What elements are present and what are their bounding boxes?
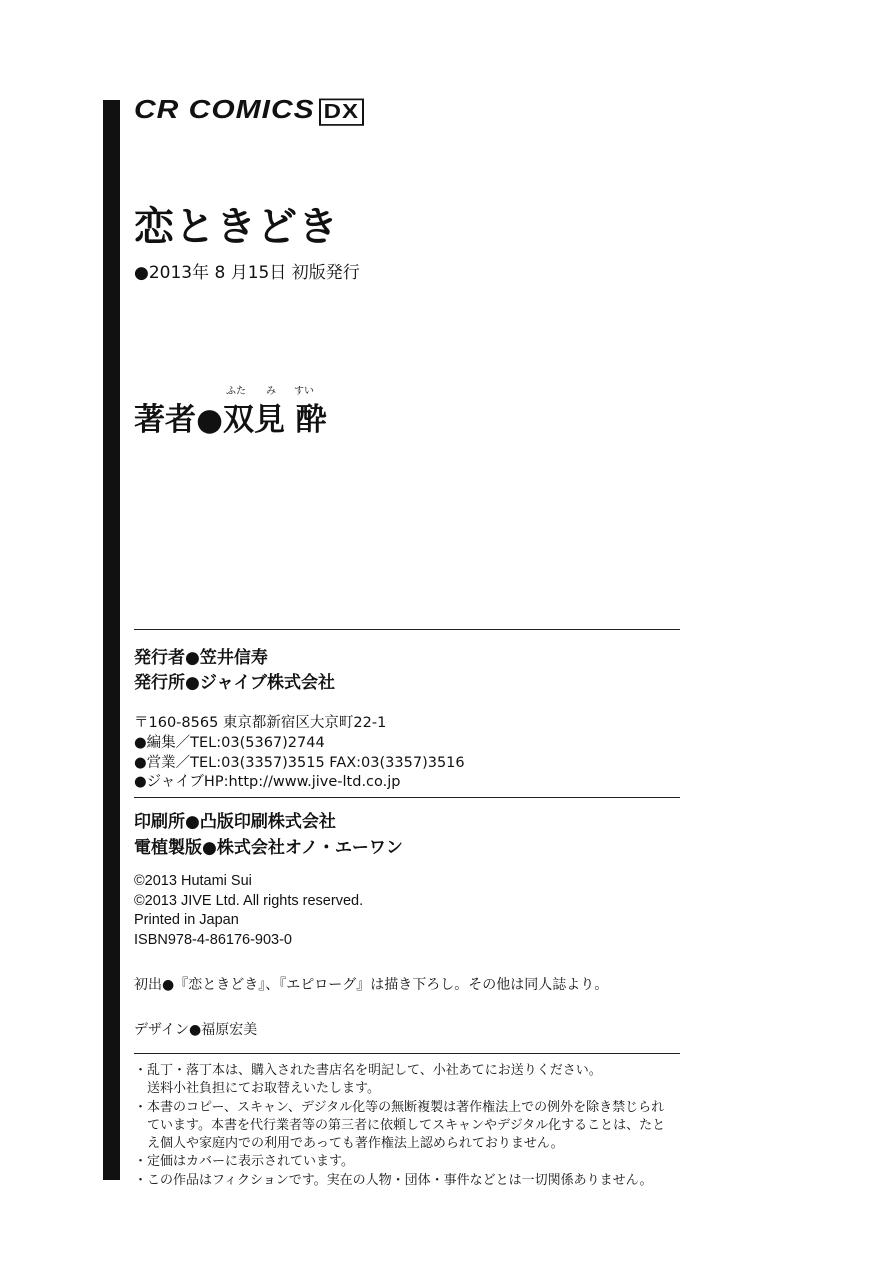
note-line: ・本書のコピー、スキャン、デジタル化等の無断複製は著作権法上での例外を除き禁じられ [134, 1100, 665, 1115]
first-appearance: 初出●『恋ときどき』、『エピローグ』は描き下ろし。その他は同人誌より。 [134, 977, 609, 993]
divider [134, 1053, 680, 1054]
note-line: ・定価はカバーに表示されています。 [134, 1154, 354, 1169]
ruby-mi: み [266, 386, 276, 397]
note-line: 送料小社負担にてお取替えいたします。 [134, 1081, 380, 1096]
design-credit: デザイン●福原宏美 [134, 1022, 258, 1038]
note-line: え個人や家庭内での利用であっても著作権法上認められておりません。 [134, 1136, 564, 1151]
editorial-contact: ●編集／TEL:03(5367)2744 [134, 735, 325, 751]
publisher-company: 発行所●ジャイブ株式会社 [134, 673, 335, 693]
margin-bar [103, 100, 120, 1180]
ruby-sui: すい [294, 386, 314, 397]
imprint-badge: DX [319, 99, 364, 126]
author-name: 著者●双見 酔 [134, 402, 327, 438]
printer: 印刷所●凸版印刷株式会社 [134, 812, 336, 832]
divider [134, 629, 680, 630]
ruby-futa: ふた [226, 386, 246, 397]
copyright-company: ©2013 JIVE Ltd. All rights reserved. [134, 893, 364, 909]
printed-in: Printed in Japan [134, 912, 239, 928]
divider [134, 797, 680, 798]
book-title: 恋ときどき [134, 204, 339, 250]
typesetter: 電植製版●株式会社オノ・エーワン [134, 838, 403, 858]
isbn: ISBN978-4-86176-903-0 [134, 932, 292, 948]
imprint-label [134, 96, 364, 126]
copyright-author: ©2013 Hutami Sui [134, 873, 252, 889]
publisher-person: 発行者●笠井信寿 [134, 648, 268, 668]
note-line: ています。本書を代行業者等の第三者に依頼してスキャンやデジタル化することは、たと [134, 1118, 666, 1133]
imprint-label-text: CR COMICS [134, 96, 315, 125]
note-line: ・この作品はフィクションです。実在の人物・団体・事件などとは一切関係ありません。 [134, 1173, 653, 1188]
sales-contact: ●営業／TEL:03(3357)3515 FAX:03(3357)3516 [134, 755, 465, 771]
note-line: ・乱丁・落丁本は、購入された書店名を明記して、小社あてにお送りください。 [134, 1063, 602, 1078]
address: 〒160-8565 東京都新宿区大京町22-1 [134, 715, 387, 731]
release-date: ●2013年 8 月15日 初版発行 [134, 263, 360, 283]
homepage-link[interactable]: ●ジャイブHP:http://www.jive-ltd.co.jp [134, 774, 401, 790]
